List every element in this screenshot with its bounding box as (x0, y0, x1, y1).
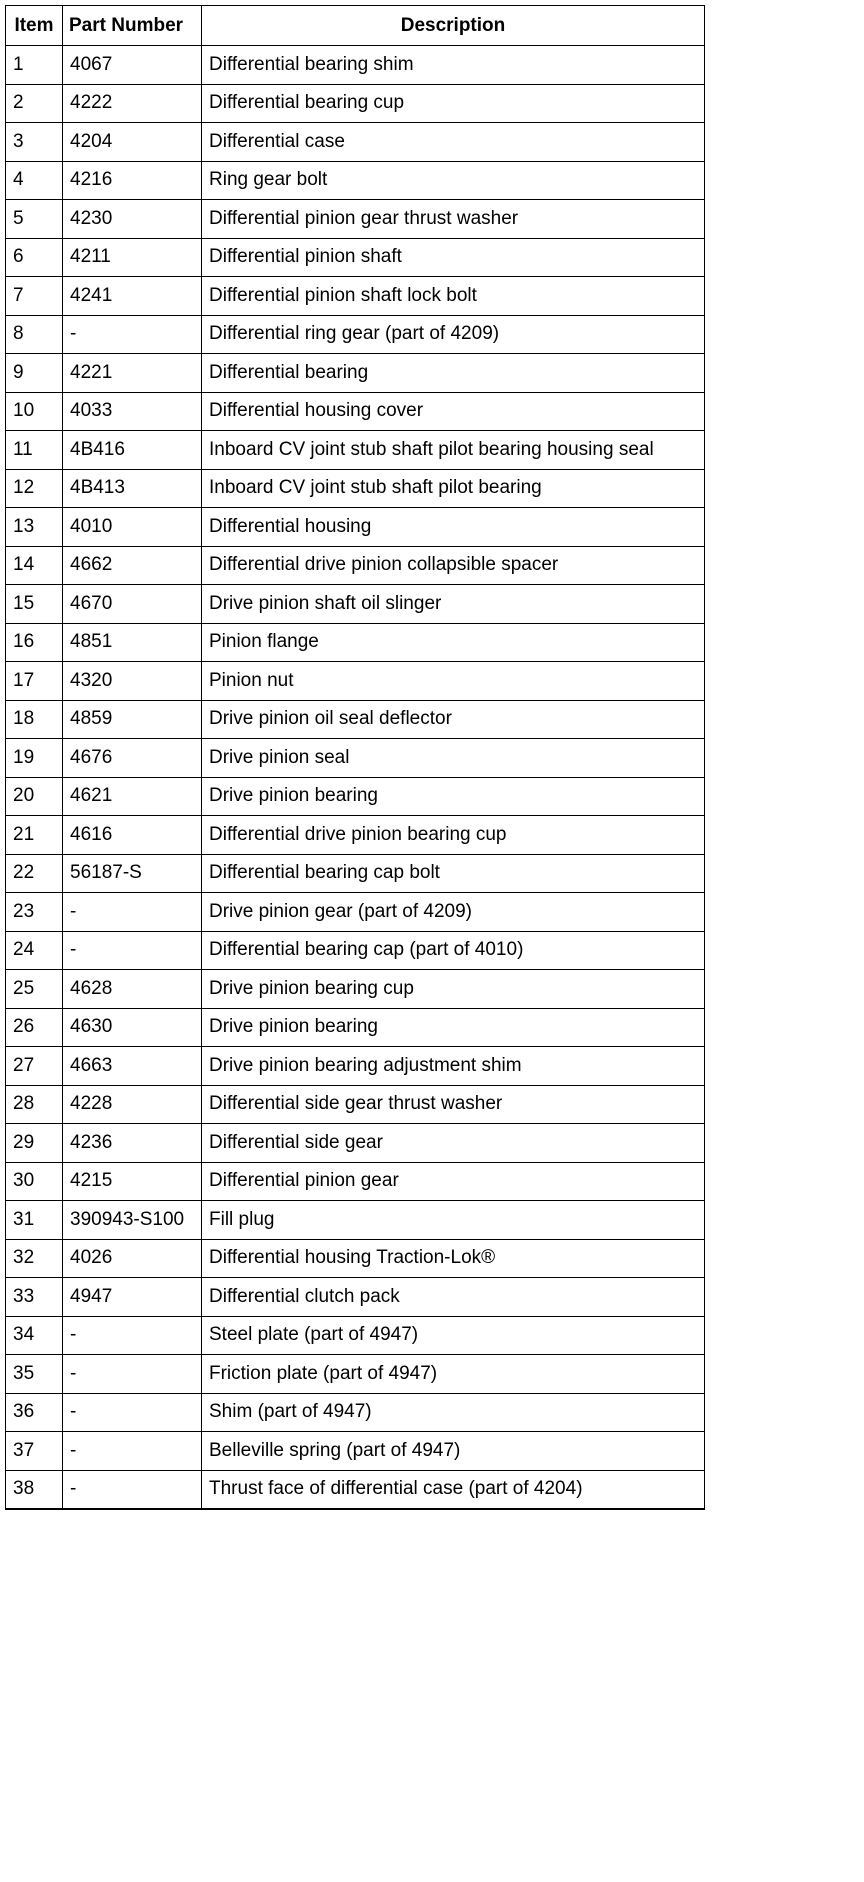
cell-part-number: 4621 (63, 777, 202, 816)
table-row (6, 1239, 705, 1278)
cell-part-number: - (63, 1432, 202, 1471)
cell-item: 20 (6, 777, 63, 816)
cell-description: Drive pinion shaft oil slinger (202, 585, 705, 624)
cell-description: Thrust face of differential case (part of 4204) (202, 1470, 705, 1509)
cell-item: 3 (6, 123, 63, 162)
cell-description: Differential ring gear (part of 4209) (202, 315, 705, 354)
cell-part-number: 4221 (63, 354, 202, 393)
cell-item: 14 (6, 546, 63, 585)
table-header (6, 6, 705, 46)
cell-part-number: 4662 (63, 546, 202, 585)
cell-item: 17 (6, 662, 63, 701)
cell-item: 21 (6, 816, 63, 855)
cell-description: Pinion flange (202, 623, 705, 662)
table-row (6, 469, 705, 508)
cell-item: 32 (6, 1239, 63, 1278)
table-row (6, 546, 705, 585)
cell-part-number: 4204 (63, 123, 202, 162)
table-row (6, 662, 705, 701)
cell-part-number: 4222 (63, 84, 202, 123)
cell-description: Drive pinion oil seal deflector (202, 700, 705, 739)
cell-item: 22 (6, 854, 63, 893)
cell-part-number: 4026 (63, 1239, 202, 1278)
cell-description: Drive pinion bearing (202, 777, 705, 816)
table-row (6, 1278, 705, 1317)
table-row (6, 739, 705, 778)
cell-description: Differential pinion gear thrust washer (202, 200, 705, 239)
table-row (6, 1008, 705, 1047)
cell-item: 27 (6, 1047, 63, 1086)
cell-part-number: 4630 (63, 1008, 202, 1047)
cell-part-number: - (63, 1393, 202, 1432)
table-row (6, 1124, 705, 1163)
table-row (6, 315, 705, 354)
table-row (6, 1393, 705, 1432)
cell-item: 35 (6, 1355, 63, 1394)
header-part-number: Part Number (63, 6, 202, 46)
table-row (6, 931, 705, 970)
table-body (6, 46, 705, 1509)
cell-part-number: - (63, 931, 202, 970)
table-row (6, 238, 705, 277)
cell-description: Differential housing (202, 508, 705, 547)
cell-description: Differential pinion shaft (202, 238, 705, 277)
cell-description: Differential bearing cup (202, 84, 705, 123)
cell-part-number: 4676 (63, 739, 202, 778)
cell-item: 26 (6, 1008, 63, 1047)
cell-part-number: 390943-S100 (63, 1201, 202, 1240)
table-row (6, 84, 705, 123)
cell-part-number: 4663 (63, 1047, 202, 1086)
cell-item: 24 (6, 931, 63, 970)
table-row (6, 1470, 705, 1509)
cell-description: Differential bearing (202, 354, 705, 393)
cell-item: 2 (6, 84, 63, 123)
cell-part-number: 4228 (63, 1085, 202, 1124)
cell-part-number: 4215 (63, 1162, 202, 1201)
cell-description: Belleville spring (part of 4947) (202, 1432, 705, 1471)
table-row (6, 970, 705, 1009)
cell-part-number: 4241 (63, 277, 202, 316)
cell-description: Differential case (202, 123, 705, 162)
cell-item: 11 (6, 431, 63, 470)
cell-part-number: - (63, 315, 202, 354)
cell-item: 5 (6, 200, 63, 239)
cell-item: 25 (6, 970, 63, 1009)
cell-item: 12 (6, 469, 63, 508)
table-row (6, 700, 705, 739)
table-row (6, 1085, 705, 1124)
cell-item: 28 (6, 1085, 63, 1124)
table-row (6, 1047, 705, 1086)
cell-description: Differential bearing cap (part of 4010) (202, 931, 705, 970)
table-row (6, 161, 705, 200)
cell-description: Ring gear bolt (202, 161, 705, 200)
cell-description: Inboard CV joint stub shaft pilot bearing (202, 469, 705, 508)
cell-item: 15 (6, 585, 63, 624)
cell-item: 10 (6, 392, 63, 431)
cell-item: 8 (6, 315, 63, 354)
table-row (6, 585, 705, 624)
cell-description: Differential pinion shaft lock bolt (202, 277, 705, 316)
cell-part-number: - (63, 1470, 202, 1509)
cell-item: 33 (6, 1278, 63, 1317)
cell-item: 9 (6, 354, 63, 393)
table-row (6, 1432, 705, 1471)
cell-description: Pinion nut (202, 662, 705, 701)
cell-part-number: 4320 (63, 662, 202, 701)
cell-part-number: - (63, 893, 202, 932)
table-row (6, 1355, 705, 1394)
cell-item: 7 (6, 277, 63, 316)
cell-item: 18 (6, 700, 63, 739)
cell-description: Inboard CV joint stub shaft pilot bearing housing seal (202, 431, 705, 470)
table-row (6, 123, 705, 162)
cell-part-number: 4236 (63, 1124, 202, 1163)
header-row (6, 6, 705, 46)
cell-part-number: 4067 (63, 46, 202, 85)
cell-description: Differential side gear (202, 1124, 705, 1163)
cell-item: 38 (6, 1470, 63, 1509)
cell-item: 16 (6, 623, 63, 662)
cell-description: Differential bearing shim (202, 46, 705, 85)
table-row (6, 200, 705, 239)
cell-item: 37 (6, 1432, 63, 1471)
cell-item: 31 (6, 1201, 63, 1240)
table-row (6, 46, 705, 85)
parts-list-sheet (5, 5, 705, 1510)
cell-part-number: - (63, 1355, 202, 1394)
cell-part-number: - (63, 1316, 202, 1355)
cell-item: 30 (6, 1162, 63, 1201)
cell-description: Differential housing Traction-Lok® (202, 1239, 705, 1278)
cell-description: Drive pinion bearing cup (202, 970, 705, 1009)
cell-description: Drive pinion bearing (202, 1008, 705, 1047)
cell-part-number: 4947 (63, 1278, 202, 1317)
cell-description: Shim (part of 4947) (202, 1393, 705, 1432)
cell-description: Friction plate (part of 4947) (202, 1355, 705, 1394)
cell-description: Differential drive pinion bearing cup (202, 816, 705, 855)
table-row (6, 508, 705, 547)
cell-description: Steel plate (part of 4947) (202, 1316, 705, 1355)
table-row (6, 893, 705, 932)
cell-description: Differential drive pinion collapsible spacer (202, 546, 705, 585)
cell-description: Differential bearing cap bolt (202, 854, 705, 893)
cell-part-number: 4628 (63, 970, 202, 1009)
cell-item: 34 (6, 1316, 63, 1355)
cell-part-number: 4211 (63, 238, 202, 277)
cell-part-number: 4851 (63, 623, 202, 662)
table-row (6, 277, 705, 316)
cell-part-number: 4010 (63, 508, 202, 547)
cell-item: 1 (6, 46, 63, 85)
cell-description: Fill plug (202, 1201, 705, 1240)
cell-description: Drive pinion seal (202, 739, 705, 778)
parts-table (5, 5, 705, 1510)
cell-part-number: 56187-S (63, 854, 202, 893)
table-row (6, 1316, 705, 1355)
header-item: Item (6, 6, 63, 46)
table-row (6, 623, 705, 662)
cell-item: 13 (6, 508, 63, 547)
cell-part-number: 4B413 (63, 469, 202, 508)
cell-description: Drive pinion bearing adjustment shim (202, 1047, 705, 1086)
cell-description: Differential clutch pack (202, 1278, 705, 1317)
cell-item: 4 (6, 161, 63, 200)
table-row (6, 777, 705, 816)
cell-description: Drive pinion gear (part of 4209) (202, 893, 705, 932)
table-row (6, 1162, 705, 1201)
cell-part-number: 4033 (63, 392, 202, 431)
cell-description: Differential pinion gear (202, 1162, 705, 1201)
header-description: Description (202, 6, 705, 46)
cell-item: 29 (6, 1124, 63, 1163)
table-row (6, 431, 705, 470)
cell-item: 23 (6, 893, 63, 932)
cell-description: Differential side gear thrust washer (202, 1085, 705, 1124)
table-row (6, 392, 705, 431)
table-row (6, 854, 705, 893)
cell-description: Differential housing cover (202, 392, 705, 431)
table-row (6, 354, 705, 393)
cell-part-number: 4670 (63, 585, 202, 624)
cell-part-number: 4230 (63, 200, 202, 239)
cell-part-number: 4859 (63, 700, 202, 739)
table-row (6, 816, 705, 855)
cell-item: 19 (6, 739, 63, 778)
cell-part-number: 4B416 (63, 431, 202, 470)
cell-item: 6 (6, 238, 63, 277)
cell-part-number: 4616 (63, 816, 202, 855)
table-row (6, 1201, 705, 1240)
cell-part-number: 4216 (63, 161, 202, 200)
cell-item: 36 (6, 1393, 63, 1432)
